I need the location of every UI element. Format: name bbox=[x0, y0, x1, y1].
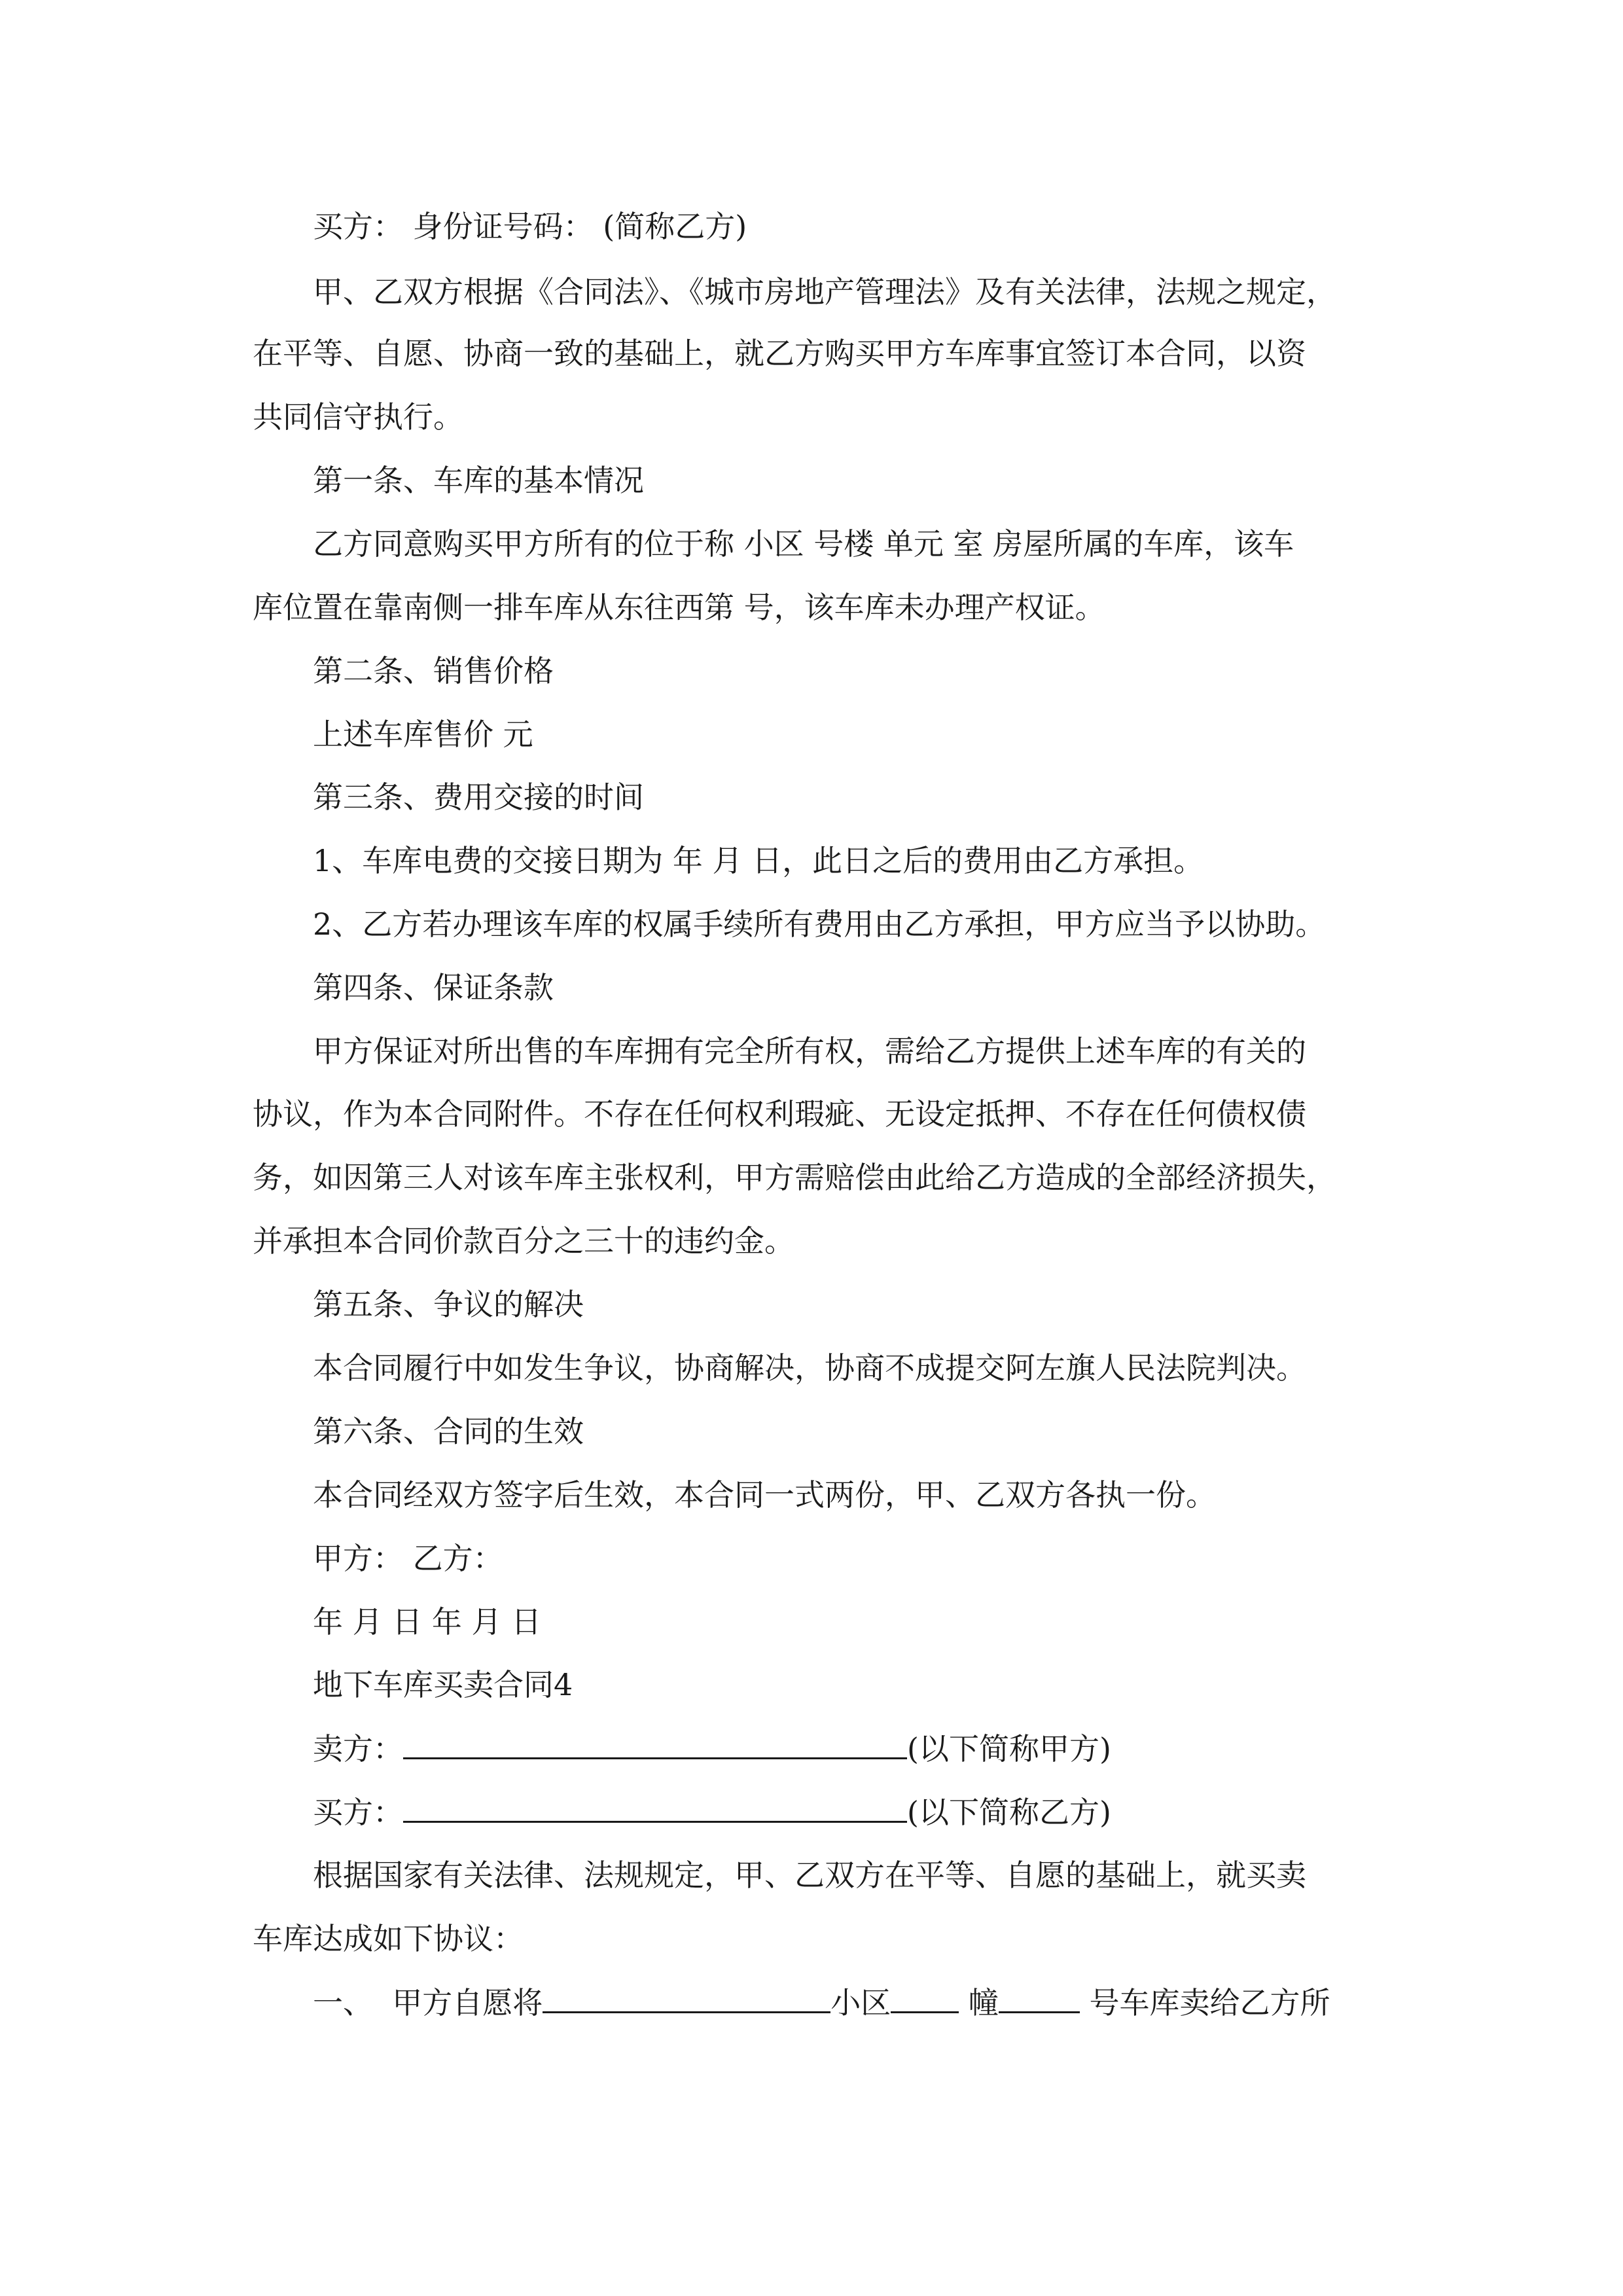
paragraph-line: 本合同经双方签字后生效，本合同一式两份，甲、乙双方各执一份。 bbox=[313, 1477, 1216, 1513]
paragraph-line: 库位置在靠南侧一排车库从东往西第 号，该车库未办理产权证。 bbox=[253, 590, 1105, 625]
paragraph-line: 甲、乙双方根据《合同法》、《城市房地产管理法》及有关法律，法规之规定， bbox=[313, 274, 1336, 310]
paragraph-line: 并承担本合同价款百分之三十的违约金。 bbox=[253, 1223, 794, 1259]
paragraph-line: 乙方同意购买甲方所有的位于称 小区 号楼 单元 室 房屋所属的车库，该车 bbox=[313, 526, 1294, 562]
section-title: 地下车库买卖合同4 bbox=[313, 1667, 573, 1702]
clause-text: 号车库卖给乙方所 bbox=[1089, 1985, 1330, 2020]
garage-number-blank bbox=[999, 1984, 1080, 2013]
article-heading: 第四条、保证条款 bbox=[313, 970, 554, 1005]
paragraph-line: 根据国家有关法律、法规规定，甲、乙双方在平等、自愿的基础上，就买卖 bbox=[313, 1857, 1306, 1893]
article-heading: 第二条、销售价格 bbox=[313, 653, 554, 689]
clause-line bbox=[313, 1984, 1452, 2021]
community-blank bbox=[543, 1984, 830, 2013]
paragraph-line: 甲方保证对所出售的车库拥有完全所有权，需给乙方提供上述车库的有关的 bbox=[313, 1033, 1306, 1069]
paragraph-line: 1、车库电费的交接日期为 年 月 日，此日之后的费用由乙方承担。 bbox=[313, 843, 1204, 878]
building-blank bbox=[891, 1984, 959, 2013]
seller-label: 卖方： bbox=[313, 1731, 403, 1767]
buyer-line bbox=[313, 1793, 1452, 1831]
article-heading: 第六条、合同的生效 bbox=[313, 1414, 584, 1449]
paragraph-line: 车库达成如下协议： bbox=[253, 1921, 524, 1956]
clause-text: 幢 bbox=[968, 1985, 999, 2020]
seller-blank bbox=[403, 1730, 907, 1759]
paragraph-line: 本合同履行中如发生争议，协商解决，协商不成提交阿左旗人民法院判决。 bbox=[313, 1350, 1306, 1386]
clause-number: 一、 bbox=[313, 1985, 373, 2020]
seller-suffix: (以下简称甲方) bbox=[907, 1731, 1111, 1767]
article-heading: 第五条、争议的解决 bbox=[313, 1287, 584, 1322]
paragraph-line: 在平等、自愿、协商一致的基础上，就乙方购买甲方车库事宜签订本合同，以资 bbox=[253, 336, 1306, 371]
paragraph-line: 务，如因第三人对该车库主张权利，甲方需赔偿由此给乙方造成的全部经济损失， bbox=[253, 1160, 1336, 1195]
clause-text: 甲方自愿将 bbox=[392, 1985, 543, 2020]
paragraph-line: 上述车库售价 元 bbox=[313, 717, 533, 752]
paragraph-line: 2、乙方若办理该车库的权属手续所有费用由乙方承担，甲方应当予以协助。 bbox=[313, 906, 1326, 942]
paragraph-line: 协议，作为本合同附件。不存在任何权利瑕疵、无设定抵押、不存在任何债权债 bbox=[253, 1096, 1306, 1132]
buyer-suffix: (以下简称乙方) bbox=[907, 1795, 1111, 1830]
buyer-blank bbox=[403, 1793, 907, 1823]
article-heading: 第一条、车库的基本情况 bbox=[313, 463, 644, 498]
paragraph-line: 共同信守执行。 bbox=[253, 399, 463, 435]
buyer-id-line: 买方： 身份证号码： (简称乙方) bbox=[313, 209, 747, 244]
signature-line: 甲方： 乙方： bbox=[313, 1541, 503, 1576]
buyer-label: 买方： bbox=[313, 1795, 403, 1830]
seller-line bbox=[313, 1730, 1452, 1767]
clause-text: 小区 bbox=[830, 1985, 891, 2020]
date-line: 年 月 日 年 月 日 bbox=[313, 1604, 542, 1640]
article-heading: 第三条、费用交接的时间 bbox=[313, 780, 644, 815]
